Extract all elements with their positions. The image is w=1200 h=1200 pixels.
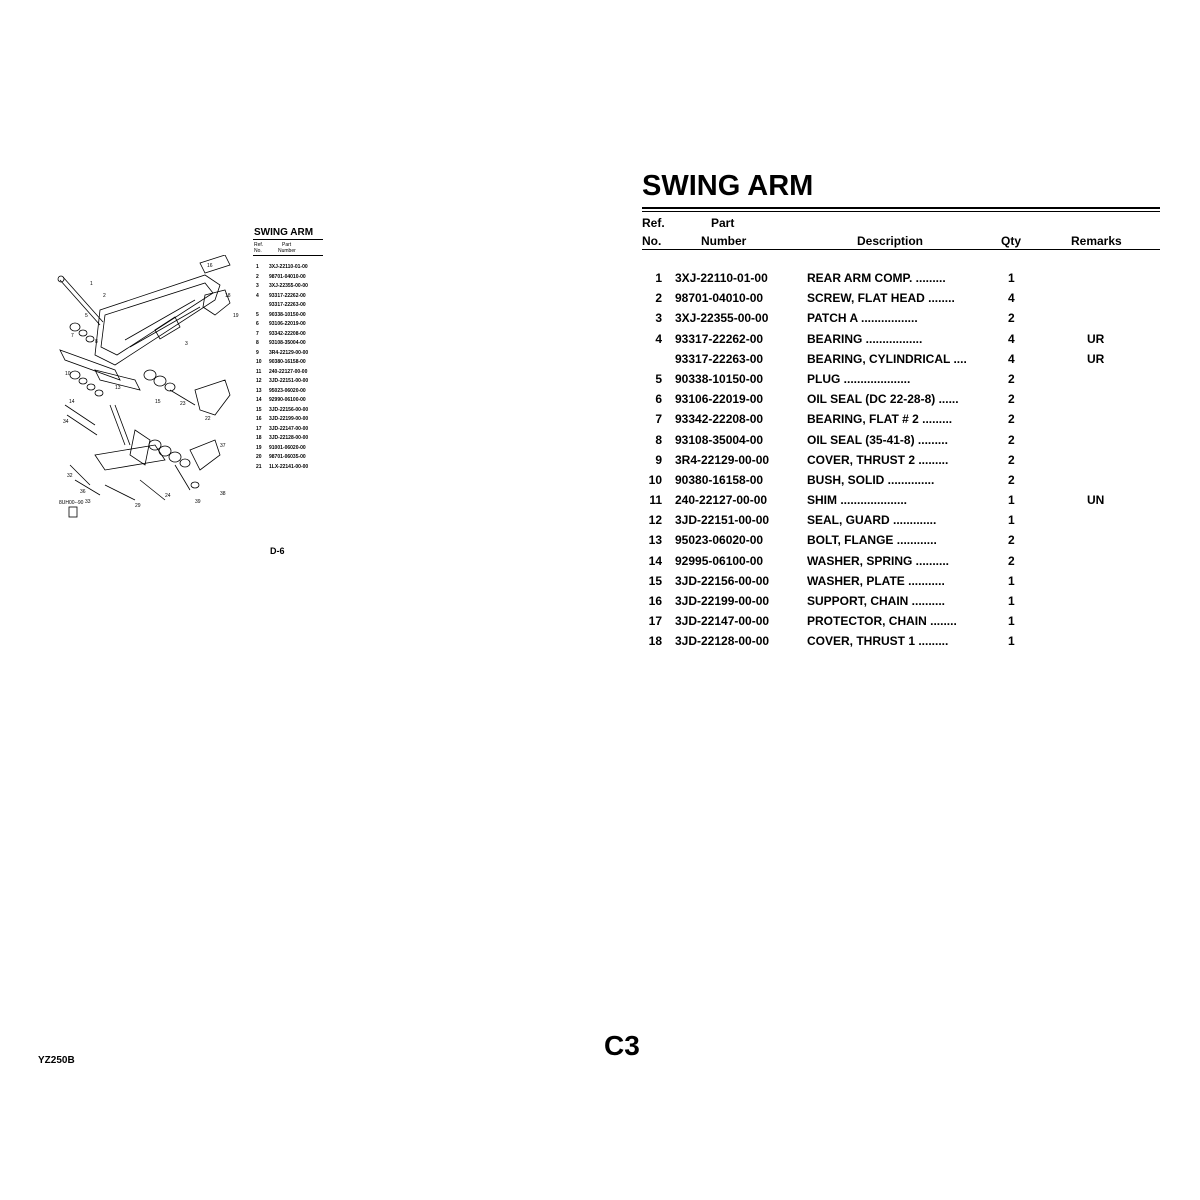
thumbnail-ref-no: 5 [256, 311, 259, 318]
thumbnail-part-number: 93108-35004-00 [269, 340, 306, 346]
thumbnail-title: SWING ARM [254, 227, 314, 238]
svg-text:34: 34 [63, 419, 69, 425]
quantity: 2 [1008, 533, 1015, 548]
thumbnail-row [256, 358, 308, 368]
table-row [642, 554, 1160, 574]
thumbnail-part-number: 3JD-22147-00-00 [269, 425, 309, 432]
thumbnail-row [256, 320, 308, 330]
thumbnail-ref-no: 10 [256, 359, 262, 365]
model-code: YZ250B [38, 1055, 75, 1066]
table-row [642, 392, 1160, 412]
thumbnail-ref-no: 7 [256, 330, 259, 337]
thumbnail-ref-no: 18 [256, 435, 262, 441]
thumbnail-header-rule [253, 255, 323, 256]
thumbnail-part-number: 93342-22208-00 [269, 330, 306, 337]
thumbnail-row [256, 368, 308, 378]
ref-no: 5 [655, 371, 662, 386]
header-remarks: Remarks [1071, 234, 1122, 248]
part-number: 3XJ-22355-00-00 [675, 311, 769, 326]
header-rule [642, 249, 1160, 250]
thumbnail-ref-no: 9 [256, 349, 259, 356]
description: BEARING, CYLINDRICAL .... [807, 351, 967, 366]
ref-no: 6 [655, 392, 662, 407]
thumbnail-ref-no: 4 [256, 292, 259, 299]
quantity: 1 [1008, 271, 1015, 285]
description: PLUG .................... [807, 371, 911, 386]
part-number: 3JD-22147-00-00 [675, 614, 770, 629]
quantity: 2 [1008, 452, 1015, 467]
thumbnail-ref-no: 6 [256, 321, 259, 327]
thumbnail-part-number: 95023-06020-00 [269, 387, 306, 394]
thumbnail-part-number: 3JD-22128-00-00 [269, 435, 309, 441]
thumbnail-row [256, 273, 308, 283]
quantity: 1 [1008, 573, 1015, 588]
thumbnail-parts-list [256, 263, 308, 472]
quantity: 2 [1008, 472, 1015, 487]
thumbnail-row [256, 339, 308, 349]
quantity: 2 [1008, 392, 1015, 407]
thumbnail-ref-no: 2 [256, 273, 259, 280]
thumbnail-ref-no: 16 [256, 416, 262, 422]
ref-no: 15 [648, 573, 662, 588]
svg-text:2: 2 [103, 293, 106, 299]
description: SCREW, FLAT HEAD ........ [807, 291, 955, 306]
ref-no: 11 [649, 493, 662, 508]
svg-text:37: 37 [220, 443, 226, 449]
title-rule-thick [642, 207, 1160, 209]
description: WASHER, SPRING .......... [807, 553, 950, 568]
thumbnail-row [256, 434, 308, 444]
part-number: 3JD-22199-00-00 [675, 594, 770, 608]
description: BUSH, SOLID .............. [807, 472, 935, 487]
description: PROTECTOR, CHAIN ........ [807, 614, 957, 629]
quantity: 1 [1008, 614, 1015, 629]
thumbnail-part-number: 98701-04010-00 [269, 273, 306, 280]
remarks: UN [1087, 493, 1105, 508]
header-ref: Ref. [642, 216, 665, 230]
table-row [642, 291, 1160, 311]
page-title: SWING ARM [642, 170, 814, 202]
quantity: 4 [1008, 291, 1015, 306]
part-number: 95023-06020-00 [675, 533, 764, 548]
part-number: 3R4-22129-00-00 [675, 452, 770, 467]
table-row [642, 412, 1160, 432]
svg-text:33: 33 [85, 499, 91, 505]
thumbnail-ref-no: 12 [256, 378, 262, 384]
header-qty: Qty [1001, 234, 1022, 248]
part-number: 3JD-22156-00-00 [675, 573, 770, 588]
svg-text:7: 7 [71, 333, 74, 339]
quantity: 1 [1008, 513, 1015, 528]
thumbnail-ref-no: 13 [256, 387, 262, 394]
ref-no: 18 [648, 634, 662, 649]
svg-text:10: 10 [65, 371, 71, 377]
description: OIL SEAL (DC 22-28-8) ...... [807, 392, 959, 407]
svg-text:22: 22 [205, 416, 211, 422]
parts-table [642, 271, 1160, 655]
thumbnail-header-number: Number [278, 248, 296, 254]
thumbnail-part-number: 92990-06100-00 [269, 397, 306, 403]
thumbnail-part-number: 3JD-22199-00-00 [269, 416, 309, 422]
thumbnail-header [254, 242, 296, 254]
thumbnail-row [256, 463, 308, 473]
quantity: 1 [1008, 493, 1015, 508]
thumbnail-row [256, 330, 308, 340]
ref-no: 1 [655, 271, 662, 285]
thumbnail-row [256, 282, 308, 292]
thumbnail-part-number: 98701-06035-00 [269, 454, 306, 460]
thumbnail-part-number: 93317-22263-00 [269, 302, 306, 308]
thumbnail-row [256, 263, 308, 273]
thumbnail-row [256, 301, 308, 311]
part-number: 3JD-22151-00-00 [675, 513, 770, 528]
svg-text:39: 39 [195, 499, 201, 505]
thumbnail-part-number: 3R4-22129-00-00 [269, 349, 309, 356]
quantity: 2 [1008, 553, 1015, 568]
table-row [642, 614, 1160, 634]
part-number: 90338-10150-00 [675, 371, 764, 386]
thumbnail-row [256, 311, 308, 321]
thumbnail-rule [253, 239, 323, 240]
thumbnail-row [256, 292, 308, 302]
quantity: 4 [1008, 351, 1015, 366]
quantity: 1 [1008, 594, 1015, 608]
table-row [642, 493, 1160, 513]
ref-no: 3 [655, 311, 662, 326]
thumbnail-part-number: 1LX-22141-00-00 [269, 463, 309, 470]
description: SHIM .................... [807, 493, 908, 508]
thumbnail-header-ref: Ref. [254, 242, 264, 248]
svg-text:23: 23 [180, 401, 186, 407]
thumbnail-row [256, 444, 308, 454]
svg-text:8: 8 [95, 339, 98, 345]
part-number: 93317-22263-00 [675, 351, 764, 366]
table-row [642, 433, 1160, 453]
thumbnail-row [256, 415, 308, 425]
thumbnail-page-number: D-6 [270, 546, 285, 556]
title-rule-thin [642, 211, 1160, 212]
svg-text:19: 19 [233, 313, 239, 319]
table-row [642, 271, 1160, 291]
thumbnail-ref-no: 21 [256, 463, 262, 470]
part-number: 93108-35004-00 [675, 432, 764, 447]
part-number: 93317-22262-00 [675, 331, 764, 346]
table-row [642, 372, 1160, 392]
header-description: Description [857, 234, 924, 248]
thumbnail-row [256, 349, 308, 359]
thumbnail-ref-no: 20 [256, 454, 262, 460]
ref-no: 14 [648, 553, 662, 568]
thumbnail-part-number: 93317-22262-00 [269, 292, 306, 299]
description: COVER, THRUST 2 ......... [807, 452, 949, 467]
table-row [642, 513, 1160, 533]
svg-text:13: 13 [115, 385, 121, 391]
diagram-code: 8UH00--90 [59, 500, 84, 506]
part-number: 93342-22208-00 [675, 412, 764, 427]
thumbnail-ref-no: 19 [256, 444, 262, 451]
thumbnail-ref-no: 3 [256, 283, 259, 289]
thumbnail-part-number: 91001-06020-00 [269, 444, 306, 451]
table-row [642, 453, 1160, 473]
description: BOLT, FLANGE ............ [807, 533, 937, 548]
thumbnail-ref-no: 14 [256, 397, 262, 403]
thumbnail-ref-no: 15 [256, 406, 262, 413]
thumbnail-part-number: 3JD-22156-00-00 [269, 406, 309, 413]
svg-text:36: 36 [80, 489, 86, 495]
thumbnail-header-no: No. [254, 248, 262, 254]
part-number: 90380-16158-00 [675, 472, 764, 487]
thumbnail-part-number: 3JD-22151-00-00 [269, 378, 309, 384]
thumbnail-part-number: 3XJ-22110-01-00 [269, 264, 308, 270]
quantity: 4 [1008, 331, 1015, 346]
table-row [642, 533, 1160, 553]
thumbnail-part-number: 90338-10150-00 [269, 311, 306, 318]
thumbnail-page [55, 225, 320, 525]
svg-text:32: 32 [67, 473, 73, 479]
description: SEAL, GUARD ............. [807, 513, 937, 528]
svg-text:24: 24 [165, 493, 171, 499]
description: WASHER, PLATE ........... [807, 573, 945, 588]
quantity: 2 [1008, 412, 1015, 427]
description: OIL SEAL (35-41-8) ......... [807, 432, 948, 447]
quantity: 1 [1008, 634, 1015, 649]
table-row [642, 352, 1160, 372]
quantity: 2 [1008, 311, 1015, 326]
svg-text:16: 16 [207, 263, 213, 269]
header-number: Number [701, 234, 747, 248]
svg-text:38: 38 [220, 491, 226, 497]
ref-no: 12 [648, 513, 662, 528]
table-row [642, 634, 1160, 654]
swing-arm-exploded-diagram [55, 255, 250, 540]
table-row [642, 594, 1160, 614]
thumbnail-row [256, 377, 308, 387]
header-no: No. [642, 234, 662, 248]
svg-text:14: 14 [69, 399, 75, 405]
remarks: UR [1087, 351, 1105, 366]
part-number: 3JD-22128-00-00 [675, 634, 770, 649]
svg-text:3: 3 [185, 341, 188, 347]
description: COVER, THRUST 1 ......... [807, 634, 949, 649]
thumbnail-row [256, 425, 308, 435]
ref-no: 17 [648, 614, 662, 629]
description: PATCH A ................. [807, 311, 918, 326]
thumbnail-part-number: 240-22127-00-00 [269, 368, 308, 375]
svg-text:1: 1 [90, 281, 93, 287]
quantity: 2 [1008, 371, 1015, 386]
table-row [642, 473, 1160, 493]
description: SUPPORT, CHAIN .......... [807, 594, 946, 608]
thumbnail-part-number: 90380-16158-00 [269, 359, 306, 365]
description: BEARING ................. [807, 331, 923, 346]
thumbnail-row [256, 406, 308, 416]
thumbnail-row [256, 453, 308, 463]
ref-no: 10 [648, 472, 662, 487]
table-row [642, 574, 1160, 594]
thumbnail-row [256, 396, 308, 406]
thumbnail-ref-no: 1 [256, 264, 259, 270]
remarks: UR [1087, 331, 1105, 346]
page-label: C3 [604, 1030, 640, 1061]
svg-text:5: 5 [85, 313, 88, 319]
part-number: 92995-06100-00 [675, 553, 764, 568]
header-part: Part [711, 216, 735, 230]
part-number: 93106-22019-00 [675, 392, 764, 407]
svg-text:15: 15 [155, 399, 161, 405]
thumbnail-ref-no: 8 [256, 340, 259, 346]
part-number: 98701-04010-00 [675, 291, 764, 306]
thumbnail-header-part: Part [282, 242, 292, 248]
description: BEARING, FLAT # 2 ......... [807, 412, 953, 427]
svg-text:29: 29 [135, 503, 141, 509]
thumbnail-ref-no: 11 [256, 368, 262, 375]
description: REAR ARM COMP. ......... [807, 271, 946, 285]
ref-no: 7 [655, 412, 662, 427]
ref-no: 2 [655, 291, 662, 306]
part-number: 3XJ-22110-01-00 [675, 271, 768, 285]
part-number: 240-22127-00-00 [675, 493, 768, 508]
ref-no: 4 [655, 331, 662, 346]
table-row [642, 311, 1160, 331]
thumbnail-row [256, 387, 308, 397]
thumbnail-ref-no [256, 301, 269, 311]
quantity: 2 [1008, 432, 1015, 447]
table-row [642, 332, 1160, 352]
thumbnail-part-number: 3XJ-22355-00-00 [269, 283, 308, 289]
ref-no: 9 [655, 452, 662, 467]
thumbnail-ref-no: 17 [256, 425, 262, 432]
thumbnail-part-number: 93106-22019-00 [269, 321, 306, 327]
ref-no: 8 [655, 432, 662, 447]
ref-no: 13 [648, 533, 662, 548]
ref-no: 16 [648, 594, 662, 608]
svg-text:18: 18 [225, 293, 231, 299]
